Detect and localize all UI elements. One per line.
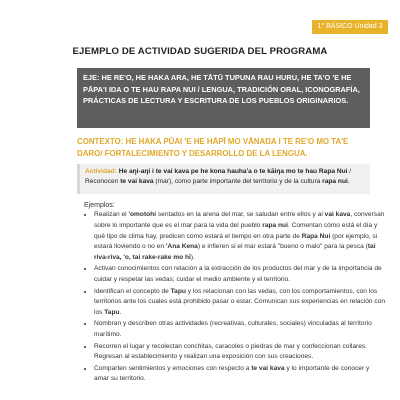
ejemplo-item — [94, 264, 386, 286]
ejemplo-text: Tapu — [104, 309, 120, 317]
ejemplo-text: y lo importante de conocer y amar su territorio. — [94, 364, 370, 383]
actividad-separator: / Reconocen — [85, 168, 352, 185]
ejemplo-text: , conversan sobre lo importante que es el mar para la vida del pueblo — [94, 211, 385, 229]
grade-unit-tag: 1° BÁSICO Unidad 3 — [312, 20, 388, 34]
ejemplo-text: rapa nui — [262, 221, 288, 229]
ejemplo-text: (por ejemplo, si estará lloviendo o no en — [94, 232, 378, 251]
ejemplo-item — [94, 210, 386, 264]
actividad-box — [77, 164, 370, 194]
ejemplo-text: Rapa Nui — [301, 232, 331, 240]
page-title: EJEMPLO DE ACTIVIDAD SUGERIDA DEL PROGRAMA — [72, 46, 328, 57]
eje-box: EJE: HE RE'O, HE HAKA ARA, HE TĀTŪ TUPUNA RAU HURU, HE TA'O 'E HE PĀPA'I IŊA O TE HAU RAPA NUI / LENGUA, TRADICIÓN ORAL, ICONOGRAFÍA, PRÁCTICAS DE LECTURA Y ESCRITURA DE LOS PUEBLOS ORIGINARIOS. — [77, 68, 370, 128]
actividad-vai-kava: te vai kava — [120, 177, 154, 185]
ejemplo-text: Identifican el concepto de — [94, 287, 171, 295]
ejemplo-text: te vai kava — [251, 364, 285, 372]
ejemplo-item — [94, 364, 386, 386]
ejemplos-list — [84, 210, 386, 386]
ejemplo-text: . — [119, 309, 122, 317]
ejemplo-text: ). — [190, 254, 195, 262]
ejemplo-item — [94, 287, 386, 319]
ejemplo-text: ) e infieren si el mar estará "bueno o malo" para la pesca ( — [197, 243, 368, 251]
ejemplo-item — [94, 342, 386, 364]
contexto-heading: CONTEXTO: HE HAKA PŪAI 'E HE HĀPĪ MO VĀNAŊA I TE RE'O MO TA'E ŊARO/ FORTALECIMIENTO Y DESARROLLO DE LA LENGUA. — [77, 137, 349, 158]
ejemplo-text: vai kava — [324, 211, 351, 218]
actividad-end: . — [347, 177, 350, 185]
ejemplo-text: Tapu — [170, 287, 186, 295]
ejemplo-text: sentados en la arena del mar, se saludan entre ellos y al — [156, 211, 325, 218]
ejemplo-text: 'Ana Kena — [165, 243, 198, 251]
ejemplo-text: 'omotohi — [128, 211, 157, 218]
ejemplo-item — [94, 319, 386, 341]
ejemplo-text: y los relacionan con las vedas, con los comportamientos, con los territorios ante los cuales está prohibido pasar o estar. Comunican sus experiencias en relación con los — [94, 287, 386, 317]
ejemplo-text: Nombran y describen otras actividades (recreativas, culturales, sociales) vinculadas al territorio marítimo. — [94, 320, 372, 339]
actividad-rapa-nui: rapa nui — [322, 177, 348, 185]
ejemplo-text: Comparten sentimientos y emociones con respecto a — [94, 364, 252, 372]
ejemplo-text: . Comentan cómo está el día y qué tipo de clima hay, predicen cómo estará el tiempo en otra parte de — [94, 221, 378, 240]
actividad-rapanui-text: He aŋi-aŋi i te vai kava pe he kona hauha'a o te kāiŋa mo te hau Rapa Nui — [116, 168, 348, 175]
actividad-label: Actividad: — [85, 168, 117, 175]
ejemplo-text: tai riva-riva, 'o, tai rake-rake mo hī — [94, 243, 376, 262]
ejemplos-label: Ejemplos: — [84, 202, 115, 209]
ejemplo-text: Activan conocimientos con relación a la extracción de los productos del mar y de la importancia de cuidar y respetar las vedas; cuidar el medio ambiente y el territorio. — [94, 265, 382, 284]
ejemplo-text: Realizan el — [94, 211, 129, 218]
actividad-rest: (mar), como parte importante del territorio y de la cultura — [153, 177, 323, 185]
ejemplo-text: Recorren el lugar y recolectan conchitas, caracoles o piedras de mar y confeccionan collares. Regresan al establecimiento y realizan una exposición con sus creaciones. — [94, 342, 368, 361]
